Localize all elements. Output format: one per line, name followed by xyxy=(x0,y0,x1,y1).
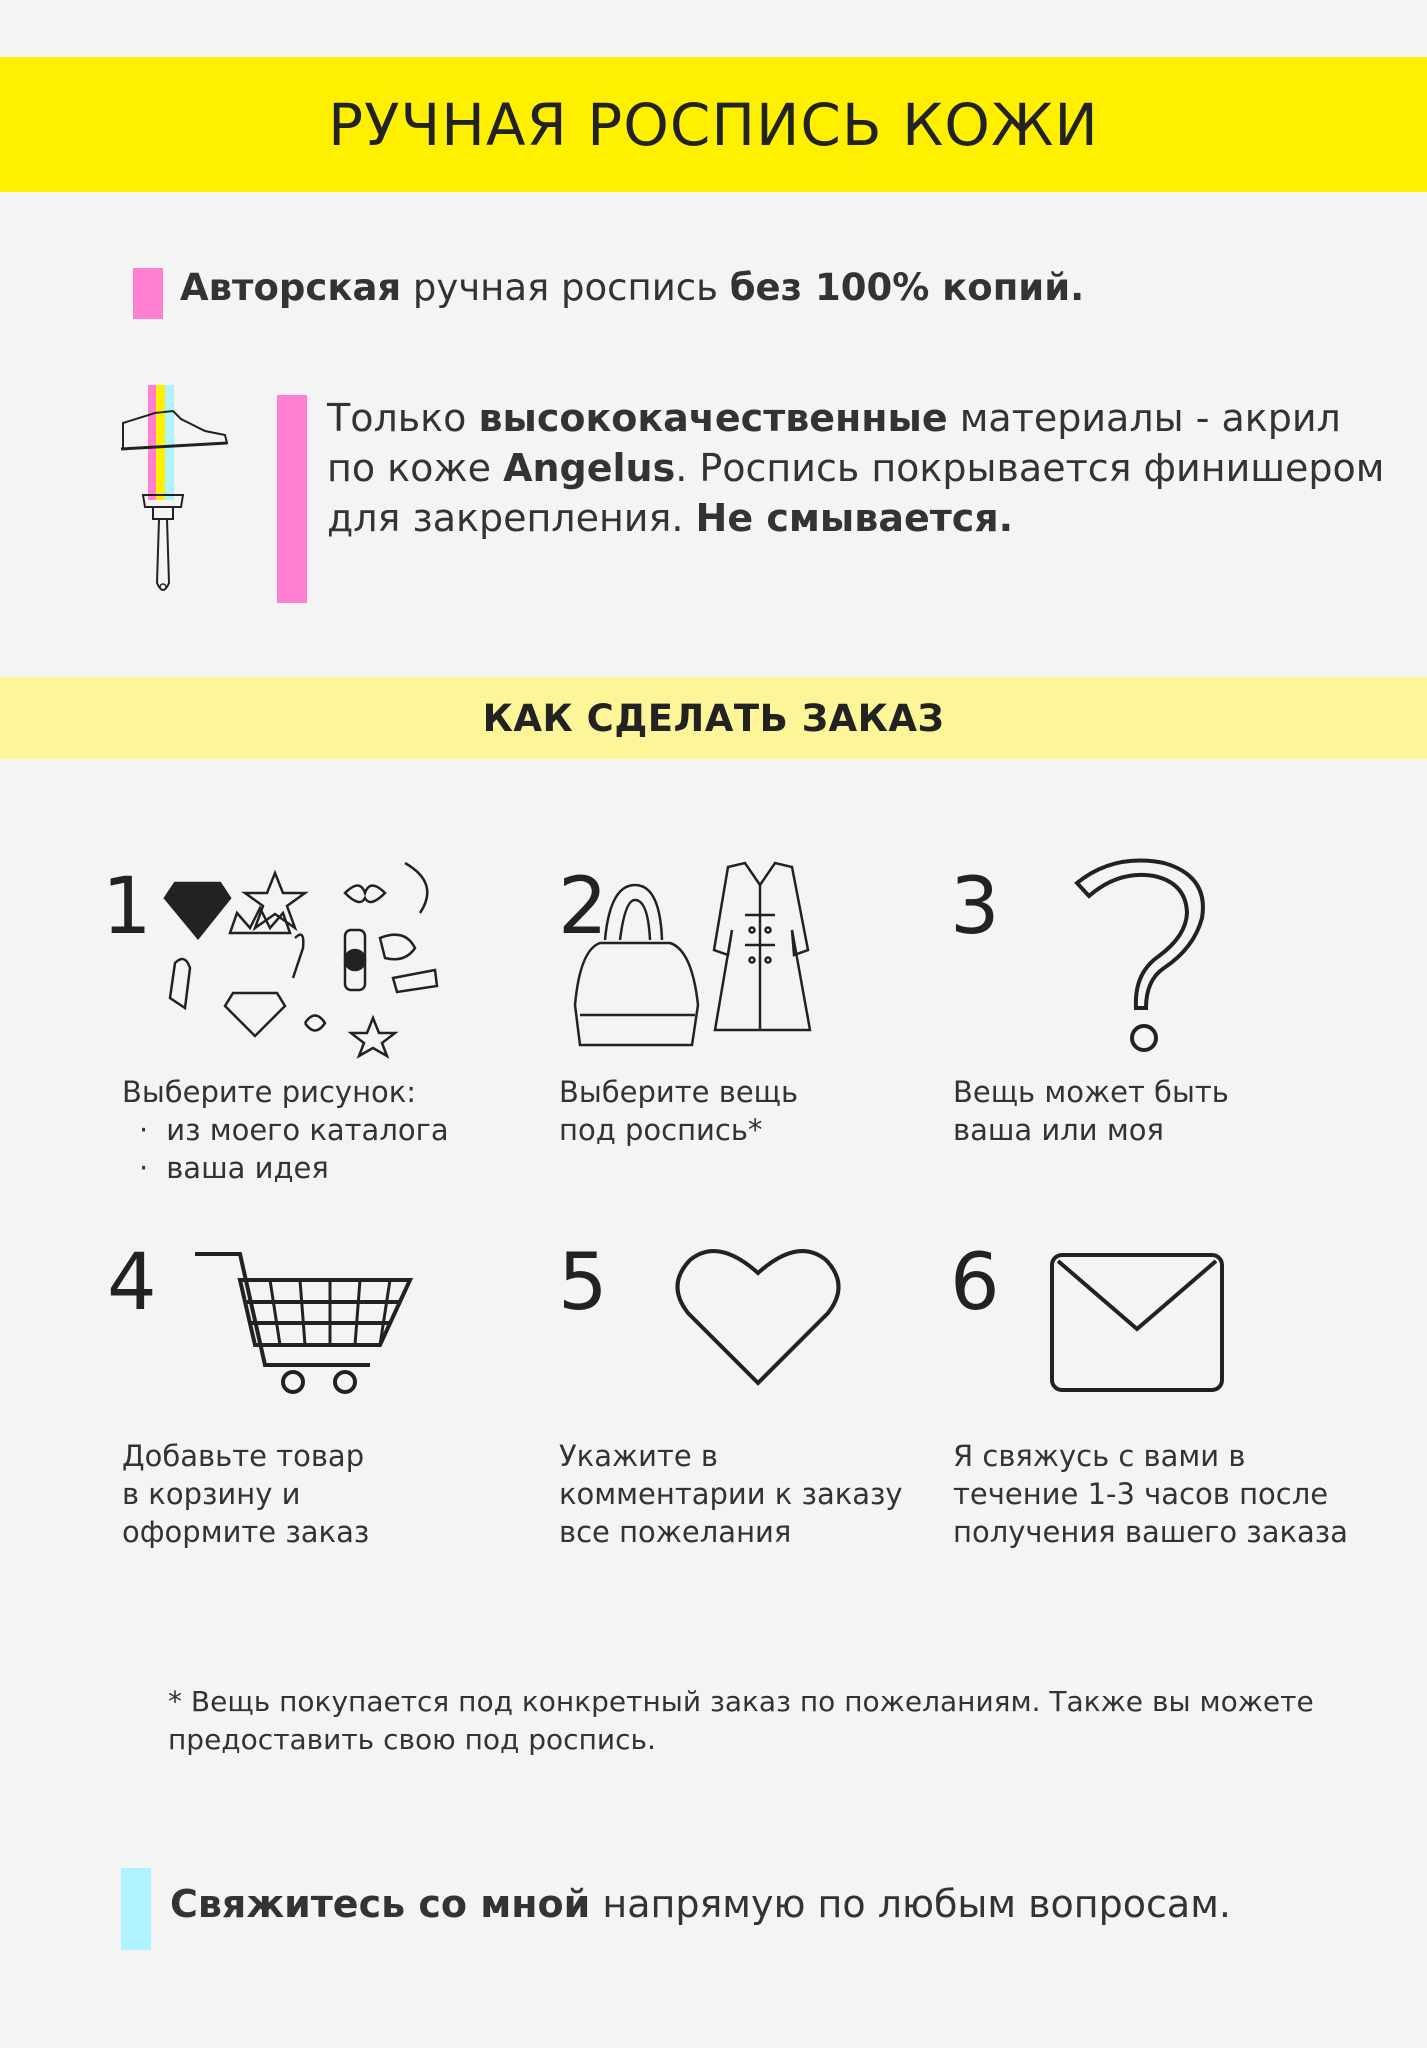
step-2-line: под роспись* xyxy=(559,1113,763,1147)
para-bold-2: Angelus xyxy=(503,446,676,490)
contact-bold: Свяжитесь со мной xyxy=(170,1882,591,1926)
step-2-number: 2 xyxy=(558,862,608,952)
para-bold-1: высококачественные xyxy=(478,396,948,440)
step-1-bullet: · ваша идея xyxy=(167,1149,449,1187)
para-bold-3: Не смывается. xyxy=(695,496,1014,540)
title-band xyxy=(0,57,1427,192)
step-1-line: Выберите рисунок: xyxy=(122,1075,417,1109)
para-part-3: . Роспись покрывается финишером для закрепления. xyxy=(327,446,1385,540)
step-3-line: Вещь может быть xyxy=(953,1075,1229,1109)
step-6-line: течение 1-3 часов после xyxy=(953,1477,1329,1511)
footnote: * Вещь покупается под конкретный заказ по пожеланиям. Также вы можете предоставить свою под роспись. xyxy=(168,1685,1314,1756)
envelope-icon xyxy=(1050,1253,1225,1393)
step-2-text xyxy=(559,1073,798,1149)
step-4-line: в корзину и xyxy=(122,1477,301,1511)
step-3-number: 3 xyxy=(950,862,1000,952)
step-5-number: 5 xyxy=(558,1238,608,1328)
contact-rest: напрямую по любым вопросам. xyxy=(590,1882,1231,1926)
intro-line-mid: ручная роспись xyxy=(401,266,730,309)
step-1-number: 1 xyxy=(102,862,152,952)
step-6-text xyxy=(953,1437,1348,1551)
step-5-text xyxy=(559,1437,903,1551)
intro-line-bold: Авторская xyxy=(180,266,402,309)
cart-icon xyxy=(195,1250,415,1395)
heart-icon xyxy=(678,1245,838,1385)
step-6-number: 6 xyxy=(950,1238,1000,1328)
para-part-1: Только xyxy=(327,396,479,440)
step-4-text xyxy=(122,1437,369,1551)
step-4-line: оформите заказ xyxy=(122,1515,370,1549)
contact-line xyxy=(170,1882,1231,1926)
step-4-number: 4 xyxy=(107,1238,157,1328)
bag-coat-icon xyxy=(570,855,820,1050)
doodles-icon xyxy=(165,858,445,1053)
order-heading: КАК СДЕЛАТЬ ЗАКАЗ xyxy=(482,696,945,740)
intro-line-end: без 100% копий. xyxy=(729,266,1085,309)
step-5-line: комментарии к заказу xyxy=(559,1477,903,1511)
step-1-bullet: · из моего каталога xyxy=(167,1111,449,1149)
step-3-line: ваша или моя xyxy=(953,1113,1164,1147)
step-1-bullets xyxy=(122,1111,449,1187)
para-part-2: материалы - акрил по коже xyxy=(327,396,1341,490)
order-heading-band xyxy=(0,677,1427,759)
cyan-marker xyxy=(121,1868,151,1950)
step-6-line: получения вашего заказа xyxy=(953,1515,1348,1549)
step-4-line: Добавьте товар xyxy=(122,1439,365,1473)
intro-line xyxy=(180,266,1084,309)
step-3-text xyxy=(953,1073,1229,1149)
page-title: РУЧНАЯ РОСПИСЬ КОЖИ xyxy=(328,90,1099,159)
question-icon xyxy=(1074,858,1209,1053)
pink-marker-1 xyxy=(133,268,163,319)
step-1-text xyxy=(122,1073,449,1187)
step-5-line: все пожелания xyxy=(559,1515,792,1549)
step-6-line: Я свяжусь с вами в xyxy=(953,1439,1246,1473)
sneaker-brush-icon xyxy=(115,383,235,603)
step-2-line: Выберите вещь xyxy=(559,1075,799,1109)
materials-paragraph xyxy=(327,393,1387,543)
step-5-line: Укажите в xyxy=(559,1439,718,1473)
pink-marker-2 xyxy=(277,395,307,603)
